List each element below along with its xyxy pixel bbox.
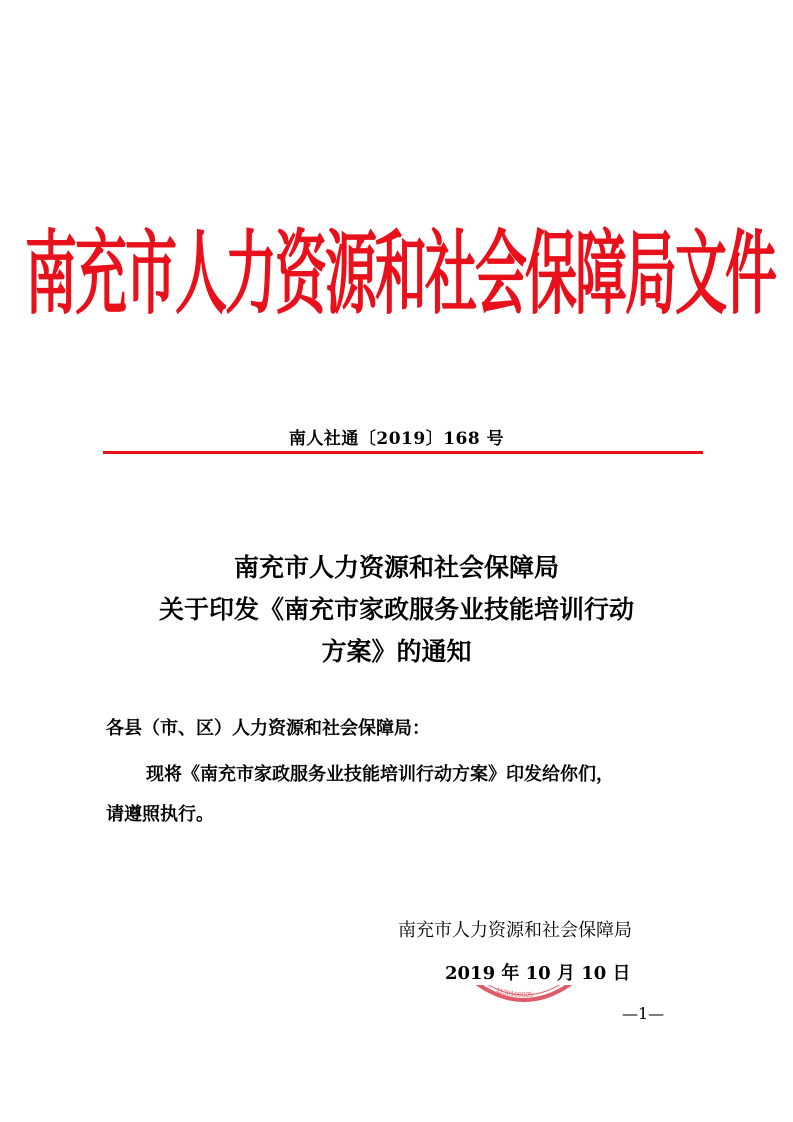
issue-date: 2019 年 10 月 10 日: [445, 963, 631, 984]
body-paragraph-line-2: 请遵照执行。: [106, 804, 214, 825]
official-seal-stamp: [460, 985, 588, 1005]
addressee: 各县（市、区）人力资源和社会保障局：: [106, 718, 430, 739]
masthead: [25, 205, 776, 328]
notice-title-line-2: 关于印发《南充市家政服务业技能培训行动: [158, 595, 634, 624]
page-number: —1—: [622, 1004, 665, 1023]
notice-title-line-1: 南充市人力资源和社会保障局: [233, 553, 559, 582]
svg-text:1130100925: 1130100925: [494, 986, 534, 1000]
document-number: 南人社通〔2019〕168 号: [288, 429, 505, 449]
seal-icon: [460, 985, 588, 1005]
masthead-title: 南充市人力资源和社会保障局文件: [25, 222, 776, 328]
notice-title-line-3: 方案》的通知: [321, 637, 472, 666]
red-divider-line: [103, 451, 703, 454]
body-paragraph-line-1: 现将《南充市家政服务业技能培训行动方案》印发给你们，: [146, 764, 614, 785]
issuer-signature: 南充市人力资源和社会保障局: [398, 920, 632, 941]
